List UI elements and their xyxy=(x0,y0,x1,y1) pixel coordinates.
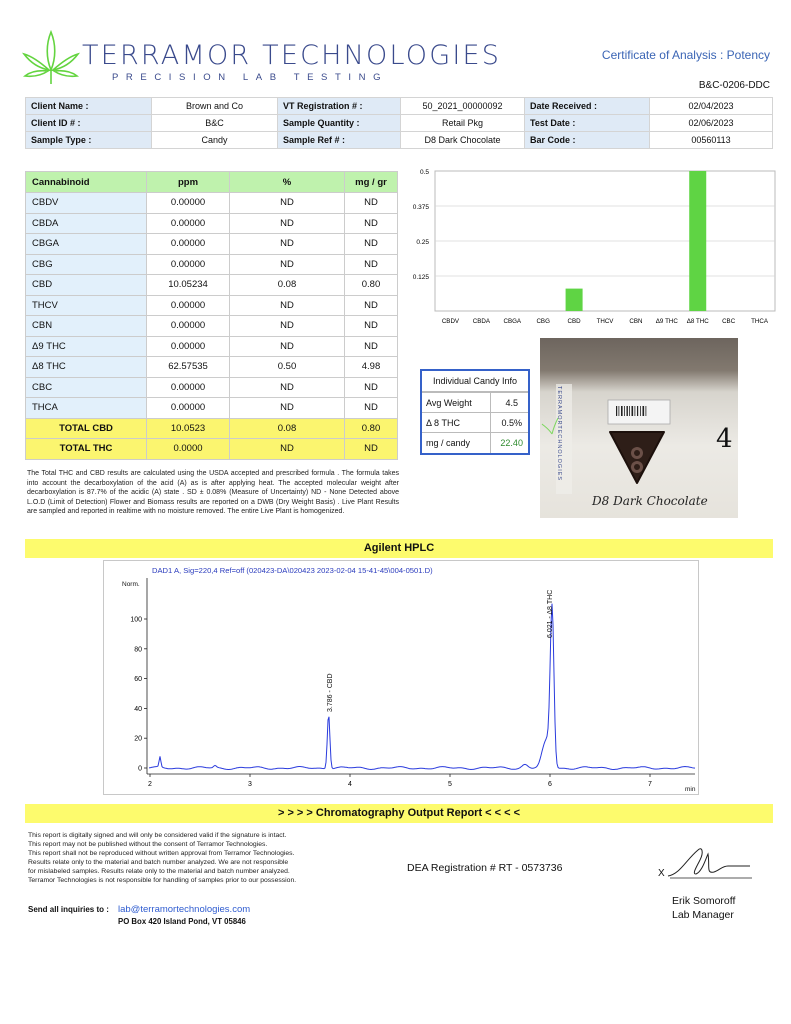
client-id-label: Client ID # : xyxy=(26,115,152,132)
manager-signature xyxy=(658,840,758,882)
hplc-frame xyxy=(104,561,699,795)
mg-per-candy-value: 22.40 xyxy=(491,433,528,453)
chart-y-tick-label: 0.25 xyxy=(416,239,429,246)
percent-value: ND xyxy=(230,193,345,214)
percent-value: ND xyxy=(230,398,345,419)
chart-y-tick-label: 0.375 xyxy=(412,204,429,211)
cannabinoid-row xyxy=(26,316,398,337)
client-id-value: B&C xyxy=(152,115,278,132)
cannabinoid-name: THCA xyxy=(26,398,147,419)
hplc-x-tick-label: 2 xyxy=(148,781,152,788)
column-header-mg-per-gr: mg / gr xyxy=(345,172,398,193)
manager-name: Erik Somoroff xyxy=(672,895,736,907)
disclaimer-line: This report shall not be reproduced without written approval from Terramor Technologies. xyxy=(28,849,295,857)
bar-code-label: Bar Code : xyxy=(525,132,650,149)
signature-x-mark: X xyxy=(658,868,665,879)
ppm-value: 0.00000 xyxy=(147,336,230,357)
cannabinoid-name: THCV xyxy=(26,295,147,316)
cannabinoid-name: Δ8 THC xyxy=(26,357,147,378)
chart-bar xyxy=(566,289,583,311)
agilent-hplc-header: Agilent HPLC xyxy=(25,539,773,558)
mg-per-gr-value: ND xyxy=(345,254,398,275)
calculation-notes: The Total THC and CBD results are calculated using the USDA accepted and prescribed formula . The formula takes into account the decarboxylation of the acid (A) as is after applying heat. The accepted molecular weight after decarboxylation is 87.7% of the acidic (A) state . SD ± 0.08% (Measure of Uncertainty) ND - None Detected above L.O.D (Limit of Detection) Flower and Biomass results are reported on a DWB (Dry Weight Basis) . Live Plant Results are sampled and reported in realtime with no moisture removed. The entire Live Plant is homogenized. xyxy=(27,470,399,516)
potency-bar-chart xyxy=(400,165,782,331)
column-header-percent: % xyxy=(230,172,345,193)
hplc-y-tick-label: 100 xyxy=(130,616,142,624)
mg-per-gr-value: ND xyxy=(345,377,398,398)
cannabinoid-row xyxy=(26,213,398,234)
cannabinoid-row xyxy=(26,336,398,357)
sample-photo xyxy=(540,338,738,518)
hplc-y-tick-label: 60 xyxy=(134,676,142,684)
mg-per-gr-value: ND xyxy=(345,234,398,255)
cannabinoid-name: CBDV xyxy=(26,193,147,214)
sample-photo-drawing xyxy=(540,338,738,518)
total-row xyxy=(26,418,398,439)
chromatography-output-report-header: > > > > Chromatography Output Report < < < < xyxy=(25,804,773,823)
hplc-x-tick-label: 6 xyxy=(548,781,552,788)
peak-label-cbd: 3.786 - CBD xyxy=(327,673,334,712)
sample-type-value: Candy xyxy=(152,132,278,149)
cannabinoid-row xyxy=(26,398,398,419)
hplc-x-tick-label: 5 xyxy=(448,781,452,788)
document-title: Certificate of Analysis : Potency xyxy=(601,48,770,62)
chart-x-tick-label: CBD xyxy=(567,318,581,325)
cannabinoid-row xyxy=(26,377,398,398)
disclaimer-line: This report may not be published without the consent of Terramor Technologies. xyxy=(28,840,268,848)
chart-x-tick-label: Δ8 THC xyxy=(686,318,709,325)
cannabinoid-name: Δ9 THC xyxy=(26,336,147,357)
chart-bar xyxy=(689,171,706,311)
percent-value: ND xyxy=(230,316,345,337)
sample-quantity-value: Retail Pkg xyxy=(401,115,525,132)
chart-x-tick-label: CBG xyxy=(536,318,550,325)
hplc-chromatogram xyxy=(103,560,699,796)
percent-value: ND xyxy=(230,439,345,460)
mg-per-gr-value: ND xyxy=(345,439,398,460)
vt-registration-label: VT Registration # : xyxy=(278,98,401,115)
mg-per-gr-value: ND xyxy=(345,213,398,234)
photo-caption: D8 Dark Chocolate xyxy=(592,494,708,508)
chart-x-tick-label: THCV xyxy=(596,318,614,325)
cannabinoid-name: CBN xyxy=(26,316,147,337)
ppm-value: 0.0000 xyxy=(147,439,230,460)
cannabinoid-name: CBG xyxy=(26,254,147,275)
percent-value: ND xyxy=(230,234,345,255)
client-info-table xyxy=(25,97,773,149)
column-header-cannabinoid: Cannabinoid xyxy=(26,172,147,193)
mg-per-gr-value: ND xyxy=(345,316,398,337)
bar-code-value: 00560113 xyxy=(650,132,773,149)
disclaimer-line: for mislabeled samples. Results relate only to the material and batch number analyzed. xyxy=(28,867,290,875)
ppm-value: 0.00000 xyxy=(147,377,230,398)
manager-title: Lab Manager xyxy=(672,909,734,921)
cannabinoid-row xyxy=(26,193,398,214)
cannabinoid-name: TOTAL CBD xyxy=(26,418,147,439)
chart-x-tick-label: CBDV xyxy=(441,318,460,325)
brand-tagline: PRECISION LAB TESTING xyxy=(112,72,389,83)
cannabinoid-name: CBDA xyxy=(26,213,147,234)
test-date-value: 02/06/2023 xyxy=(650,115,773,132)
sample-type-label: Sample Type : xyxy=(26,132,152,149)
chart-x-tick-label: CBN xyxy=(629,318,643,325)
cannabinoid-row xyxy=(26,295,398,316)
ppm-value: 0.00000 xyxy=(147,398,230,419)
sample-quantity-label: Sample Quantity : xyxy=(278,115,401,132)
dea-registration: DEA Registration # RT - 0573736 xyxy=(407,862,563,874)
ppm-value: 0.00000 xyxy=(147,193,230,214)
date-received-label: Date Received : xyxy=(525,98,650,115)
ppm-value: 10.0523 xyxy=(147,418,230,439)
cannabinoid-name: CBGA xyxy=(26,234,147,255)
peak-label-d8-thc: 6.021 - Δ8 THC xyxy=(547,589,554,638)
chart-x-tick-label: CBGA xyxy=(503,318,522,325)
sample-ref-value: D8 Dark Chocolate xyxy=(401,132,525,149)
chart-y-tick-label: 0.125 xyxy=(412,274,429,281)
mg-per-gr-value: 0.80 xyxy=(345,275,398,296)
ppm-value: 62.57535 xyxy=(147,357,230,378)
ppm-value: 0.00000 xyxy=(147,234,230,255)
percent-value: 0.08 xyxy=(230,275,345,296)
hplc-x-unit: min xyxy=(685,786,696,793)
chart-y-tick-label: 0.5 xyxy=(419,169,429,176)
chart-x-tick-label: Δ9 THC xyxy=(655,318,678,325)
mailing-address: PO Box 420 Island Pond, VT 05846 xyxy=(118,917,246,926)
date-received-value: 02/04/2023 xyxy=(650,98,773,115)
mg-per-gr-value: ND xyxy=(345,336,398,357)
percent-value: ND xyxy=(230,295,345,316)
hplc-x-tick-label: 3 xyxy=(248,781,252,788)
disclaimer-line: Terramor Technologies is not responsible for handling of samples prior to our possession. xyxy=(28,876,297,884)
individual-candy-info-box xyxy=(420,369,530,455)
disclaimer-line: Results relate only to the material and batch number analyzed. We are not responsible xyxy=(28,858,289,866)
percent-value: ND xyxy=(230,336,345,357)
mg-per-gr-value: 0.80 xyxy=(345,418,398,439)
cannabinoid-name: CBC xyxy=(26,377,147,398)
document-code: B&C-0206-DDC xyxy=(698,80,770,91)
candy-info-title: Individual Candy Info xyxy=(422,371,528,392)
vt-registration-value: 50_2021_00000092 xyxy=(401,98,525,115)
hplc-signal-label: DAD1 A, Sig=220,4 Ref=off (020423-DA\020423 2023-02-04 15-41-45\004-0501.D) xyxy=(152,566,433,575)
percent-value: 0.50 xyxy=(230,357,345,378)
hplc-x-tick-label: 4 xyxy=(348,781,352,788)
chart-x-tick-label: THCA xyxy=(751,318,768,325)
d8-thc-value: 0.5% xyxy=(491,413,528,433)
percent-value: ND xyxy=(230,213,345,234)
test-date-label: Test Date : xyxy=(525,115,650,132)
hplc-y-tick-label: 40 xyxy=(134,705,142,713)
cannabinoid-row xyxy=(26,275,398,296)
avg-weight-label: Avg Weight xyxy=(422,393,491,413)
disclaimer-text xyxy=(28,832,358,885)
cannabinoid-name: TOTAL THC xyxy=(26,439,147,460)
photo-bag-brand-text: TERRAMORTECHNOLOGIES xyxy=(556,386,562,482)
percent-value: 0.08 xyxy=(230,418,345,439)
percent-value: ND xyxy=(230,377,345,398)
hplc-y-tick-label: 20 xyxy=(134,735,142,743)
hplc-y-axis-label: Norm. xyxy=(122,581,140,588)
photo-sample-number: 4 xyxy=(716,424,733,454)
mg-per-gr-value: ND xyxy=(345,398,398,419)
chart-x-tick-label: CBC xyxy=(722,318,736,325)
brand-name: TERRAMOR TECHNOLOGIES xyxy=(82,40,502,71)
disclaimer-line: This report is digitally signed and will only be considered valid if the signature is intact. xyxy=(28,832,287,839)
mg-per-gr-value: 4.98 xyxy=(345,357,398,378)
sample-ref-label: Sample Ref # : xyxy=(278,132,401,149)
cannabinoid-name: CBD xyxy=(26,275,147,296)
d8-thc-label: Δ 8 THC xyxy=(422,413,491,433)
ppm-value: 0.00000 xyxy=(147,254,230,275)
avg-weight-value: 4.5 xyxy=(491,393,528,413)
hplc-x-tick-label: 7 xyxy=(648,781,652,788)
ppm-value: 10.05234 xyxy=(147,275,230,296)
inquiries-email-link[interactable]: lab@terramortechnologies.com xyxy=(118,904,251,915)
mg-per-gr-value: ND xyxy=(345,193,398,214)
total-row xyxy=(26,439,398,460)
cannabinoid-row xyxy=(26,357,398,378)
mg-per-candy-label: mg / candy xyxy=(422,433,491,453)
client-name-value: Brown and Co xyxy=(152,98,278,115)
percent-value: ND xyxy=(230,254,345,275)
hplc-y-tick-label: 80 xyxy=(134,646,142,654)
ppm-value: 0.00000 xyxy=(147,316,230,337)
column-header-ppm: ppm xyxy=(147,172,230,193)
client-name-label: Client Name : xyxy=(26,98,152,115)
inquiries-label: Send all inquiries to : xyxy=(28,905,109,914)
chart-x-tick-label: CBDA xyxy=(472,318,490,325)
ppm-value: 0.00000 xyxy=(147,295,230,316)
cannabinoid-row xyxy=(26,254,398,275)
cannabinoid-row xyxy=(26,234,398,255)
hplc-y-tick-label: 0 xyxy=(138,765,142,773)
cannabis-leaf-logo-icon xyxy=(22,28,80,86)
hplc-trace-line xyxy=(149,604,695,770)
cannabinoid-table xyxy=(25,171,398,460)
mg-per-gr-value: ND xyxy=(345,295,398,316)
ppm-value: 0.00000 xyxy=(147,213,230,234)
